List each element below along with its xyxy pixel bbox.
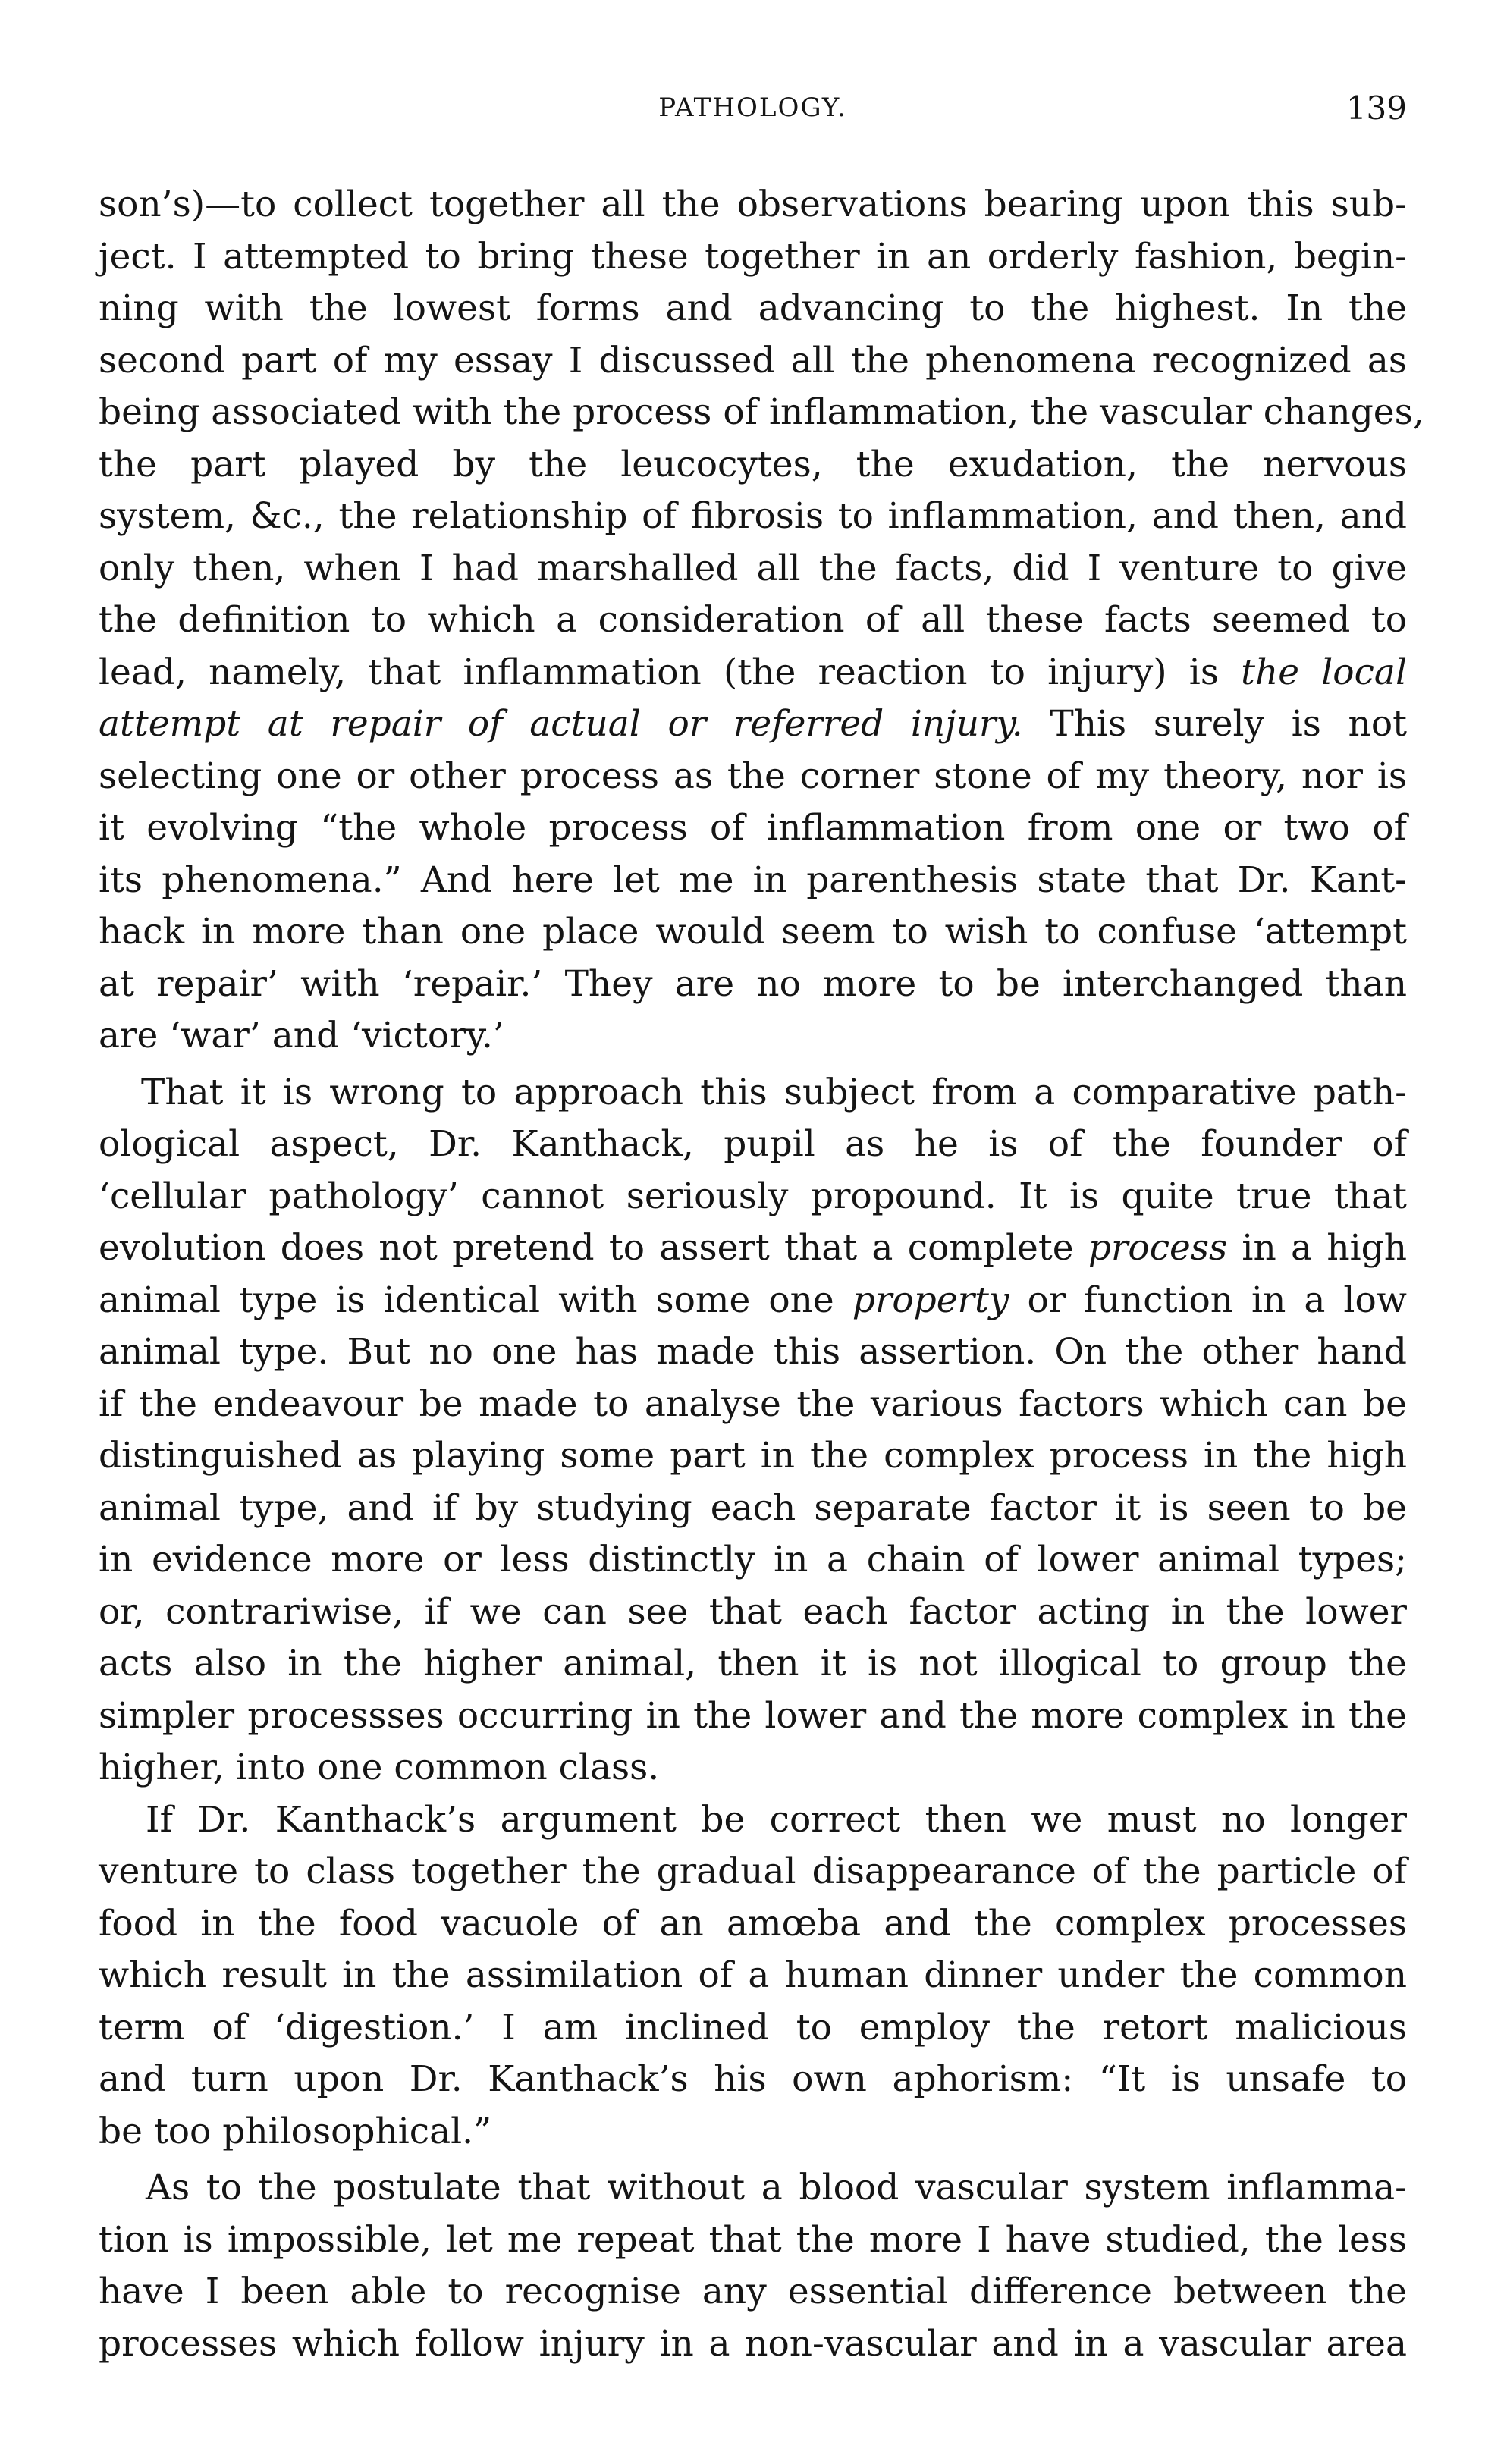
text-line: food in the food vacuole of an amœba and the complex processes — [99, 1902, 1407, 1945]
page-header — [99, 89, 1407, 138]
text-line: As to the postulate that without a blood vascular system inflamma- — [146, 2167, 1407, 2208]
paragraph-4 — [99, 2162, 1407, 2370]
text-line: hack in more than one place would seem to wish to confuse ‘attempt — [99, 911, 1407, 953]
text-run: evolution does not pretend to assert that a complete — [99, 1227, 1088, 1269]
text-line: and turn upon Dr. Kanthack’s his own aphorism: “It is unsafe to — [99, 2058, 1407, 2100]
body-text — [99, 179, 1424, 2370]
text-line: have I been able to recognise any essential difference between the — [99, 2271, 1407, 2312]
text-line: selecting one or other process as the corner stone of my theory, nor is — [99, 755, 1407, 797]
text-line: its phenomena.” And here let me in parenthesis state that Dr. Kant- — [99, 858, 1407, 901]
page-number: 139 — [1345, 89, 1407, 127]
paragraph-2 — [99, 1067, 1407, 1794]
text-line: simpler processses occurring in the lower and the more complex in the — [99, 1694, 1407, 1737]
text-line: If Dr. Kanthack’s argument be correct then we must no longer — [146, 1798, 1407, 1841]
text-line: animal type, and if by studying each separate factor it is seen to be — [99, 1486, 1407, 1529]
paragraph-3 — [99, 1794, 1407, 2158]
text-run: animal type is identical with some one — [99, 1279, 852, 1321]
text-run: This surely is not — [1022, 703, 1408, 745]
text-line: term of ‘digestion.’ I am inclined to employ the retort malicious — [99, 2006, 1407, 2048]
text-line: higher, into one common class. — [99, 1747, 660, 1788]
text-line: venture to class together the gradual disappearance of the particle of — [99, 1850, 1407, 1892]
text-line: are ‘war’ and ‘victory.’ — [99, 1015, 504, 1056]
italic-run: process — [1088, 1227, 1228, 1269]
text-line: processes which follow injury in a non-vascular and in a vascular area — [99, 2322, 1407, 2365]
text-line: ning with the lowest forms and advancing to the highest. In the — [99, 287, 1407, 329]
text-line: tion is impossible, let me repeat that the more I have studied, the less — [99, 2218, 1407, 2261]
text-line: ject. I attempted to bring these together in an orderly fashion, begin- — [99, 235, 1407, 278]
text-line — [99, 1223, 1407, 1275]
text-line: system, &c., the relationship of fibrosis to inflammation, and then, and — [99, 495, 1407, 537]
text-line: second part of my essay I discussed all the phenomena recognized as — [99, 339, 1407, 381]
paragraph-1 — [99, 179, 1424, 1063]
running-head: PATHOLOGY. — [658, 93, 847, 123]
italic-run: property — [852, 1279, 1009, 1321]
text-line: That it is wrong to approach this subject from a comparative path- — [141, 1071, 1407, 1113]
italic-run: attempt at repair of actual or referred injury. — [99, 703, 1023, 745]
text-line: ological aspect, Dr. Kanthack, pupil as he is of the founder of — [99, 1123, 1407, 1165]
text-line: which result in the assimilation of a human dinner under the common — [99, 1954, 1407, 1996]
text-line: if the endeavour be made to analyse the various factors which can be — [99, 1383, 1407, 1425]
text-line: animal type. But no one has made this assertion. On the other hand — [99, 1331, 1407, 1373]
italic-run: the local — [1241, 651, 1407, 693]
text-line — [99, 698, 1407, 751]
text-run: lead, namely, that inflammation (the reaction to injury) is — [99, 651, 1242, 693]
text-line: be too philosophical.” — [99, 2110, 492, 2152]
text-run: or function in a low — [1009, 1279, 1407, 1321]
text-line — [99, 647, 1407, 699]
text-line: only then, when I had marshalled all the facts, did I venture to give — [99, 547, 1407, 589]
text-line: in evidence more or less distinctly in a chain of lower animal types; — [99, 1539, 1407, 1580]
text-line: ‘cellular pathology’ cannot seriously propound. It is quite true that — [99, 1175, 1407, 1217]
text-line: the definition to which a consideration of all these facts seemed to — [99, 599, 1407, 641]
text-run: in a high — [1227, 1227, 1407, 1269]
text-line: acts also in the higher animal, then it is not illogical to group the — [99, 1643, 1407, 1684]
text-line: the part played by the leucocytes, the exudation, the nervous — [99, 443, 1407, 485]
text-line: it evolving “the whole process of inflammation from one or two of — [99, 807, 1407, 849]
text-line: at repair’ with ‘repair.’ They are no more to be interchanged than — [99, 962, 1407, 1005]
text-line — [99, 1275, 1407, 1327]
text-line: distinguished as playing some part in the complex process in the high — [99, 1435, 1407, 1477]
text-line: son’s)—to collect together all the observations bearing upon this sub- — [99, 184, 1407, 225]
text-line: or, contrariwise, if we can see that each factor acting in the lower — [99, 1590, 1407, 1633]
text-line: being associated with the process of inflammation, the vascular changes, — [99, 391, 1424, 433]
